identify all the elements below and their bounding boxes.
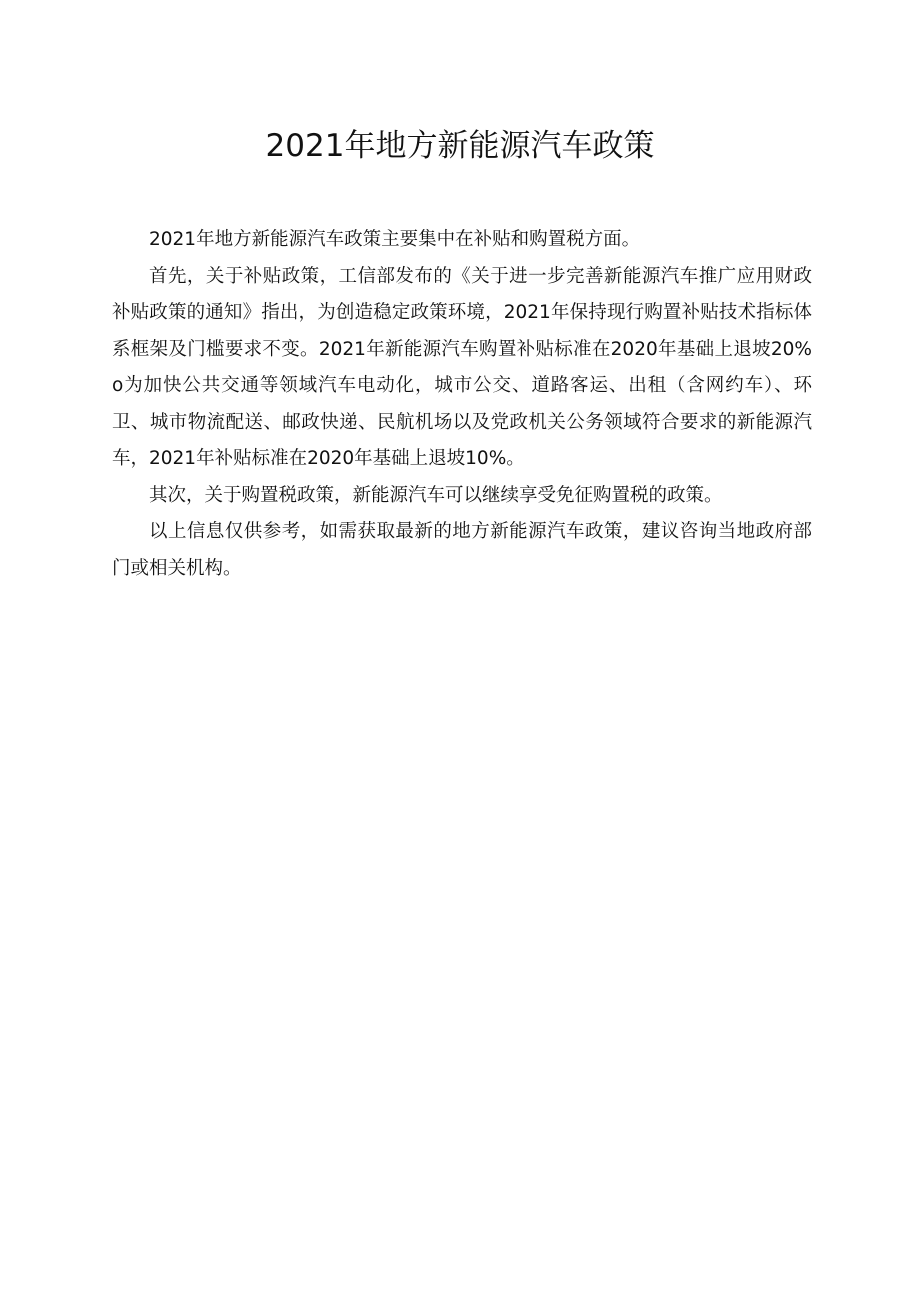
document-body	[112, 222, 812, 587]
paragraph-purchase-tax-policy: 其次，关于购置税政策，新能源汽车可以继续享受免征购置税的政策。	[149, 484, 723, 506]
paragraph-subsidy-policy: 首先，关于补贴政策，工信部发布的《关于进一步完善新能源汽车推广应用财政补贴政策的通知》指出，为创造稳定政策环境，2021年保持现行购置补贴技术指标体系框架及门槛要求不变。2021年新能源汽车购置补贴标准在2020年基础上退坡20%o为加快公共交通等领域汽车电动化，城市公交、道路客运、出租（含网约车）、环卫、城市物流配送、邮政快递、民航机场以及党政机关公务领域符合要求的新能源汽车，2021年补贴标准在2020年基础上退坡10%。	[112, 265, 812, 469]
document-title: 2021年地方新能源汽车政策	[265, 128, 655, 164]
paragraph-intro: 2021年地方新能源汽车政策主要集中在补贴和购置税方面。	[149, 229, 641, 250]
paragraph-disclaimer: 以上信息仅供参考，如需获取最新的地方新能源汽车政策，建议咨询当地政府部门或相关机构。	[112, 521, 812, 579]
